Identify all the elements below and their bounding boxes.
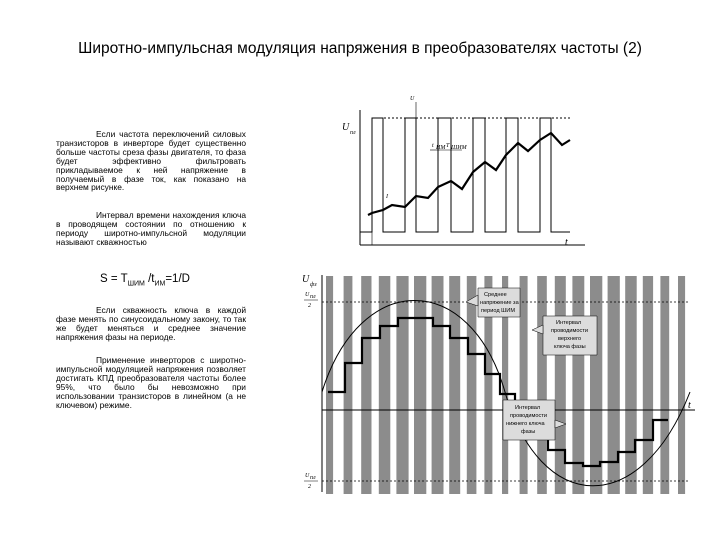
t-pwm-sub: ШИМ <box>451 145 467 151</box>
callout-lower-line2: проводимости <box>510 413 547 419</box>
pwm-bar <box>520 276 528 494</box>
formula-suffix: =1/D <box>165 273 190 285</box>
callout-upper-line3: верхнего <box>558 336 582 342</box>
callout-average-line2: напряжение за <box>480 300 519 306</box>
upper-level-den: 2 <box>308 303 311 309</box>
callout-upper-line2: проводимости <box>551 328 588 334</box>
pwm-bar <box>625 276 637 494</box>
formula-sub-pulse: ИМ <box>154 280 166 288</box>
pwm-bar <box>660 276 669 494</box>
lower-level-fraction <box>304 473 318 490</box>
bottom-y-label: U <box>302 274 310 285</box>
lower-level-sub: пл <box>310 475 316 481</box>
callout-upper-line4: ключа фазы <box>554 344 586 350</box>
formula-sub-pwm: ШИМ <box>127 280 145 288</box>
top-y-sub: пл <box>350 130 356 136</box>
pwm-bar <box>361 276 371 494</box>
paragraph-switching-frequency: Если частота переключений силовых транзисторов в инверторе будет существенно больше частоты среза фазы двигателя, то фаза будет эффективно фильтровать прикладываемое к ней напряжение в получаемый в фазе ток, как показано на верхнем рисунке. <box>56 129 246 193</box>
callout-lower-line3: нижнего ключа <box>506 421 545 427</box>
pwm-bar <box>379 276 391 494</box>
bottom-x-label: t <box>688 400 691 411</box>
lower-level-u: U <box>305 473 310 479</box>
paragraph-efficiency: Применение инверторов с широтно-импульсной модуляцией напряжения позволяет достигать КПД преобразователя частоты более 95%, что было бы невозможно при использовании транзисторов в линейном (а не ключевом) режиме. <box>56 355 246 410</box>
pwm-bar <box>326 276 333 494</box>
upper-level-sub: пл <box>310 294 316 300</box>
top-marker-u: U <box>410 96 415 102</box>
t-on-sub: ИМ <box>436 145 446 151</box>
callout-lower-line4: фазы <box>521 429 536 435</box>
formula-prefix: S = T <box>100 273 128 285</box>
lower-level-den: 2 <box>308 484 311 490</box>
pwm-bar <box>396 276 408 494</box>
pwm-bar <box>432 276 444 494</box>
upper-level-u: U <box>305 292 310 298</box>
callout-average-line3: период ШИМ <box>481 308 515 314</box>
callout-lower-line1: Интервал <box>515 405 541 411</box>
callout-average-line1: Среднее <box>484 292 507 298</box>
pwm-bar <box>572 276 584 494</box>
pwm-bar <box>449 276 460 494</box>
paragraph-sinusoidal-duty: Если скважность ключа в каждой фазе менять по синусоидальному закону, то так же будет меняться и среднее значение напряжения фазы на периоде. <box>56 305 246 342</box>
pwm-bar <box>643 276 653 494</box>
t-on-label: t <box>432 143 434 149</box>
top-y-label: U <box>342 122 350 133</box>
pwm-bar <box>678 276 685 494</box>
pwm-bar <box>467 276 477 494</box>
top-x-label: t <box>565 237 568 248</box>
formula-mid: /t <box>144 273 155 285</box>
top-marker-i: I <box>386 194 388 200</box>
slide-title: Широтно-импульсная модуляция напряжения в преобразователях частоты (2) <box>78 40 642 57</box>
upper-level-fraction <box>304 292 318 309</box>
paragraph-duty-definition: Интервал времени нахождения ключа в проводящем состоянии по отношению к периоду широтно-импульсной модуляции называют скважностью <box>56 210 246 247</box>
t-pwm-label: Т <box>446 143 450 149</box>
callout-upper-line1: Интервал <box>556 320 582 326</box>
pwm-bar <box>414 276 426 494</box>
bottom-y-sub: фз <box>310 282 317 288</box>
